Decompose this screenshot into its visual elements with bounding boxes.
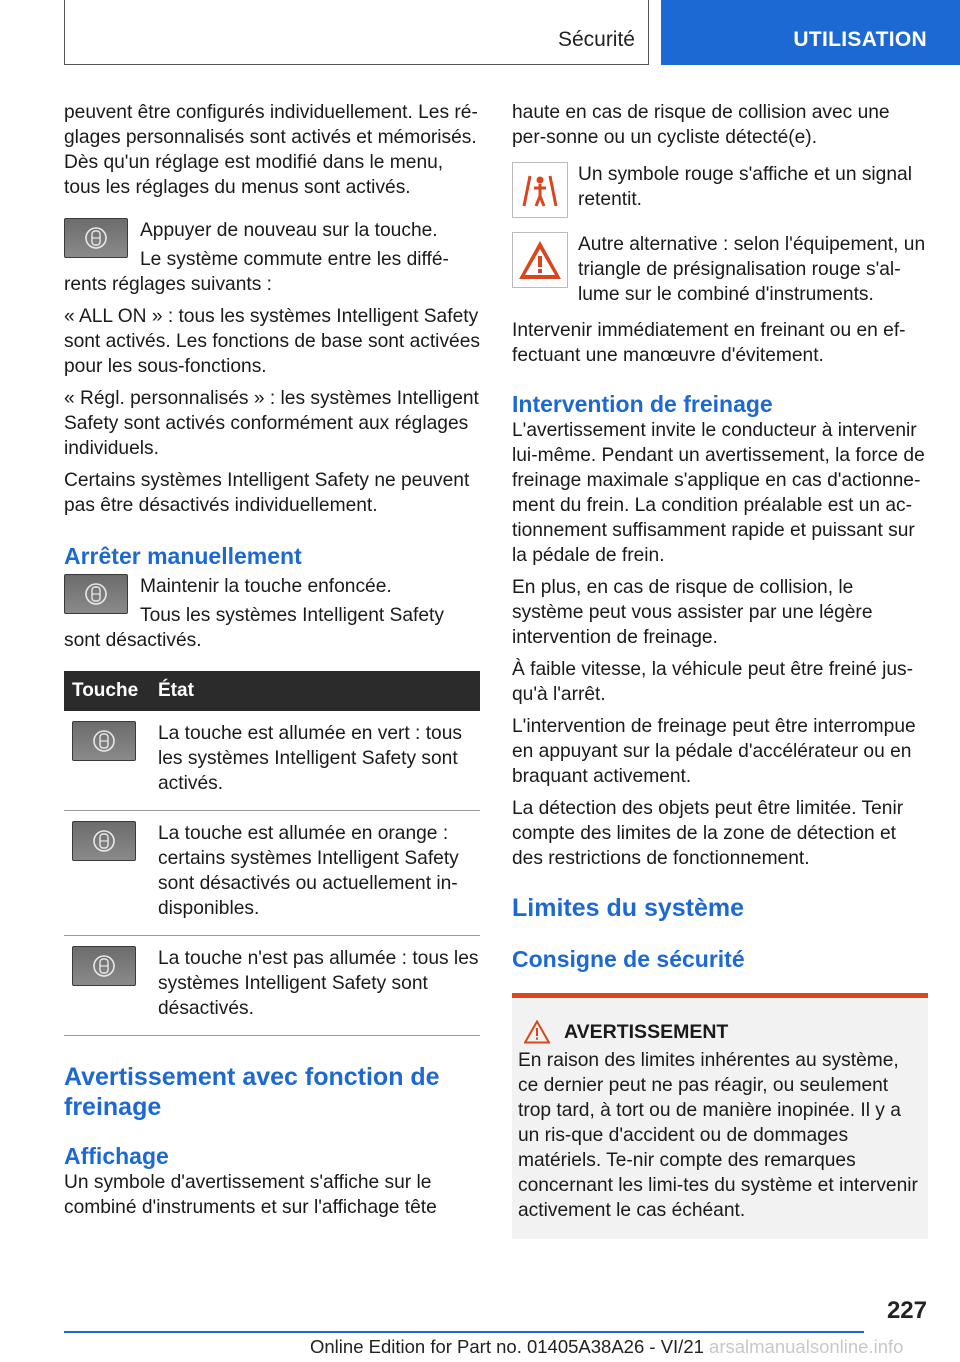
edition-text: Online Edition for Part no. 01405A38A26 - VI/21 [310, 1336, 704, 1357]
warning-triangle-icon [524, 1020, 550, 1044]
warning-triangle-icon [512, 232, 568, 288]
heading-brake-intervention: Intervention de freinage [512, 391, 773, 417]
table-cell: La touche est allumée en orange : certains systèmes Intelligent Safety sont désactivés ou actuellement in-disponibles. [150, 811, 480, 936]
footer-divider [64, 1331, 864, 1333]
table-row [64, 811, 480, 936]
paragraph: « Régl. personnalisés » : les systèmes Intelligent Safety sont activés conformément aux réglages individuels. [64, 388, 479, 459]
intelligent-safety-button-icon [64, 218, 128, 258]
heading-stop-manually: Arrêter manuellement [64, 543, 302, 569]
paragraph: L'intervention de freinage peut être interrompue en appuyant sur la pédale d'accélérateur ou en braquant activement. [512, 716, 916, 787]
watermark: arsalmanualsonline.info [709, 1336, 904, 1357]
heading-safety-note: Consigne de sécurité [512, 946, 745, 972]
table-cell: La touche n'est pas allumée : tous les systèmes Intelligent Safety sont désactivés. [150, 936, 480, 1036]
pedestrian-warning-block [512, 162, 928, 222]
paragraph: Intervenir immédiatement en freinant ou en ef-fectuant une manœuvre d'évitement. [512, 320, 906, 366]
page-number: 227 [886, 1297, 927, 1324]
section-title: Sécurité [557, 28, 635, 51]
warning-title: AVERTISSEMENT [564, 1020, 729, 1043]
paragraph: Maintenir la touche enfoncée. [140, 576, 392, 597]
paragraph: Autre alternative : selon l'équipement, un triangle de présignalisation rouge s'al-lume sur le combiné d'instruments. [578, 234, 926, 305]
button-off-icon [72, 946, 136, 986]
paragraph: À faible vitesse, la véhicule peut être freiné jus-qu'à l'arrêt. [512, 659, 914, 705]
button-orange-icon [72, 821, 136, 861]
paragraph: Un symbole rouge s'affiche et un signal retentit. [578, 164, 912, 210]
heading-system-limits: Limites du système [512, 894, 745, 922]
table-header-row [64, 671, 480, 711]
warning-box [512, 993, 928, 1239]
paragraph: La détection des objets peut être limitée. Tenir compte des limites de la zone de détection et des restrictions de fonctionnement. [512, 798, 904, 869]
column-header: État [158, 679, 194, 701]
press-again-block [64, 218, 480, 297]
paragraph: Un symbole d'avertissement s'affiche sur le combiné d'instruments et sur l'affichage tête [64, 1172, 437, 1218]
paragraph: Appuyer de nouveau sur la touche. [140, 220, 438, 241]
table-row [64, 936, 480, 1036]
column-header: Touche [72, 679, 139, 701]
intelligent-safety-button-icon [64, 574, 128, 614]
triangle-warning-block [512, 232, 928, 314]
status-table [64, 671, 480, 1036]
paragraph: Certains systèmes Intelligent Safety ne peuvent pas être désactivés individuellement. [64, 470, 470, 516]
paragraph: L'avertissement invite le conducteur à intervenir lui-même. Pendant un avertissement, la force de freinage maximale s'applique en cas d'actionne-ment du frein. La condition préalable est un ac-tionnement suffisamment rapide et puissant sur la pédale de frein. [512, 420, 925, 566]
left-column [64, 100, 480, 1227]
paragraph: « ALL ON » : tous les systèmes Intelligent Safety sont activés. Les fonctions de base sont activées pour les sous-fonctions. [64, 306, 480, 377]
chapter-tab: UTILISATION [661, 0, 960, 65]
table-row [64, 711, 480, 811]
stop-block [64, 574, 480, 653]
heading-warning-braking: Avertissement avec fonction de freinage [64, 1063, 440, 1121]
paragraph: Tous les systèmes Intelligent Safety sont désactivés. [64, 605, 444, 651]
paragraph: haute en cas de risque de collision avec une per-sonne ou un cycliste détecté(e). [512, 102, 890, 148]
table-cell: La touche est allumée en vert : tous les systèmes Intelligent Safety sont activés. [150, 711, 480, 811]
footer-edition [310, 1336, 903, 1358]
button-green-icon [72, 721, 136, 761]
pedestrian-warning-icon [512, 162, 568, 218]
right-column [512, 100, 928, 1239]
paragraph: Le système commute entre les diffé-rents réglages suivants : [64, 249, 449, 295]
warning-text: En raison des limites inhérentes au système, ce dernier peut ne pas réagir, ou seulement trop tard, à tort ou de manière inopinée. Il y a un ris-que d'accident ou de dommages matériels. Te-nir compte des remarques concernant les limi-tes du système et intervenir activement le cas échéant. [518, 1050, 918, 1221]
page-header [0, 0, 960, 66]
paragraph: peuvent être configurés individuellement. Les ré-glages personnalisés sont activés et mémorisés. Dès qu'un réglage est modifié dans le menu, tous les réglages du menus sont activés. [64, 102, 478, 198]
heading-display: Affichage [64, 1143, 169, 1169]
paragraph: En plus, en cas de risque de collision, le système peut vous assister par une légère intervention de freinage. [512, 577, 873, 648]
